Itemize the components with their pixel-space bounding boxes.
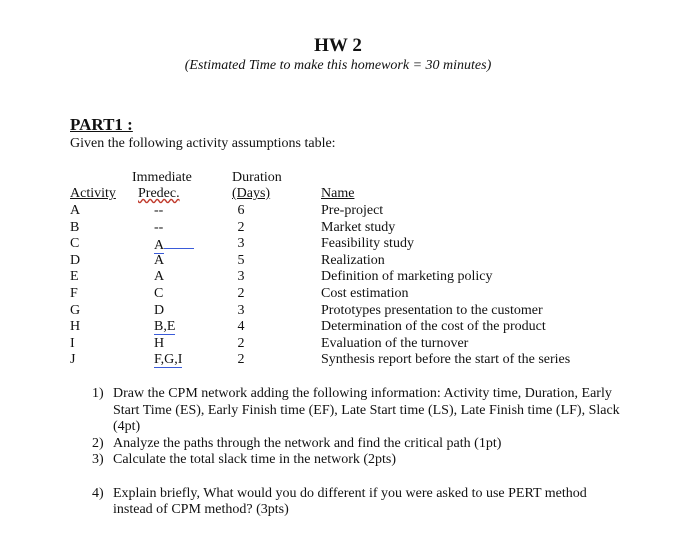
table-cell-activity: D (70, 252, 81, 268)
duration-column (234, 203, 248, 369)
list-item (92, 452, 622, 469)
task-number: 4) (92, 485, 104, 501)
page-title: HW 2 (314, 35, 362, 56)
table-cell-predec: A (154, 269, 165, 285)
activity-column (70, 203, 80, 369)
table-cell-name: Determination of the cost of the product (321, 319, 546, 335)
task-text: Calculate the total slack time in the network (2pts) (113, 452, 397, 468)
task-number: 3) (92, 452, 104, 468)
name-column (321, 203, 570, 369)
table-cell-duration: 4 (237, 319, 245, 335)
header-duration-line2: (Days) (232, 186, 271, 201)
task-text: Draw the CPM network adding the following information: Activity time, Duration, Early Start Time (ES), Early Finish time (EF), Late Start time (LS), Late Finish time (LF), Slack (4pt) (113, 386, 620, 435)
page-subtitle: (Estimated Time to make this homework = 30 minutes) (184, 58, 492, 73)
table-cell-activity: A (70, 203, 81, 218)
table-cell-activity: C (70, 236, 80, 252)
list-item (92, 486, 622, 519)
table-cell-activity: H (70, 319, 81, 335)
table-cell-name: Realization (321, 252, 385, 268)
header-predec-line1: Immediate (132, 170, 192, 185)
table-cell-predec: A (154, 252, 165, 268)
table-cell-name: Pre-project (321, 203, 384, 218)
table-cell-activity: I (70, 335, 75, 351)
header-duration-line1: Duration (232, 170, 282, 185)
task-text: Explain briefly, What would you do different if you were asked to use PERT method instead of CPM method? (3pts) (113, 485, 587, 518)
table-cell-predec: -- (154, 219, 164, 235)
table-cell-predec: A (154, 238, 165, 254)
list-item (92, 436, 622, 453)
section-intro: Given the following activity assumptions table: (70, 136, 336, 151)
table-cell-name: Feasibility study (321, 236, 414, 252)
table-cell-name: Evaluation of the turnover (321, 335, 469, 351)
table-cell-duration: 2 (237, 335, 245, 351)
table-cell-duration: 3 (237, 269, 245, 285)
table-cell-duration: 2 (237, 285, 245, 301)
table-cell-predec: H (154, 335, 165, 351)
table-cell-name: Cost estimation (321, 285, 409, 301)
table-cell-activity: B (70, 219, 80, 235)
table-cell-name: Synthesis report before the start of the series (321, 352, 571, 368)
table-cell-activity: E (70, 269, 79, 285)
table-cell-predec: D (154, 302, 165, 318)
header-predec-line2: Predec. (138, 186, 180, 201)
table-cell-duration: 2 (237, 352, 245, 368)
table-cell-duration: 2 (237, 219, 245, 235)
table-cell-duration: 3 (237, 236, 245, 252)
table-cell-name: Definition of marketing policy (321, 269, 493, 285)
table-cell-duration: 6 (237, 203, 245, 218)
task-number: 1) (92, 386, 104, 401)
task-list (92, 386, 622, 519)
task-text: Analyze the paths through the network and find the critical path (1pt) (113, 435, 502, 451)
table-cell-name: Prototypes presentation to the customer (321, 302, 543, 318)
table-cell-predec: C (154, 285, 164, 301)
header-name: Name (321, 186, 355, 201)
table-cell-activity: J (70, 352, 76, 368)
predec-column (154, 203, 194, 369)
table-cell-activity: F (70, 285, 78, 301)
list-item (92, 386, 622, 436)
table-cell-duration: 5 (237, 252, 245, 268)
table-cell-predec: -- (154, 203, 164, 218)
table-cell-predec: F,G,I (154, 352, 183, 368)
header-activity: Activity (70, 186, 116, 201)
task-number: 2) (92, 435, 104, 451)
table-cell-duration: 3 (237, 302, 245, 318)
section-heading: PART1 : (70, 115, 133, 134)
table-cell-name: Market study (321, 219, 396, 235)
table-cell-predec: B,E (154, 319, 176, 335)
table-cell-activity: G (70, 302, 81, 318)
